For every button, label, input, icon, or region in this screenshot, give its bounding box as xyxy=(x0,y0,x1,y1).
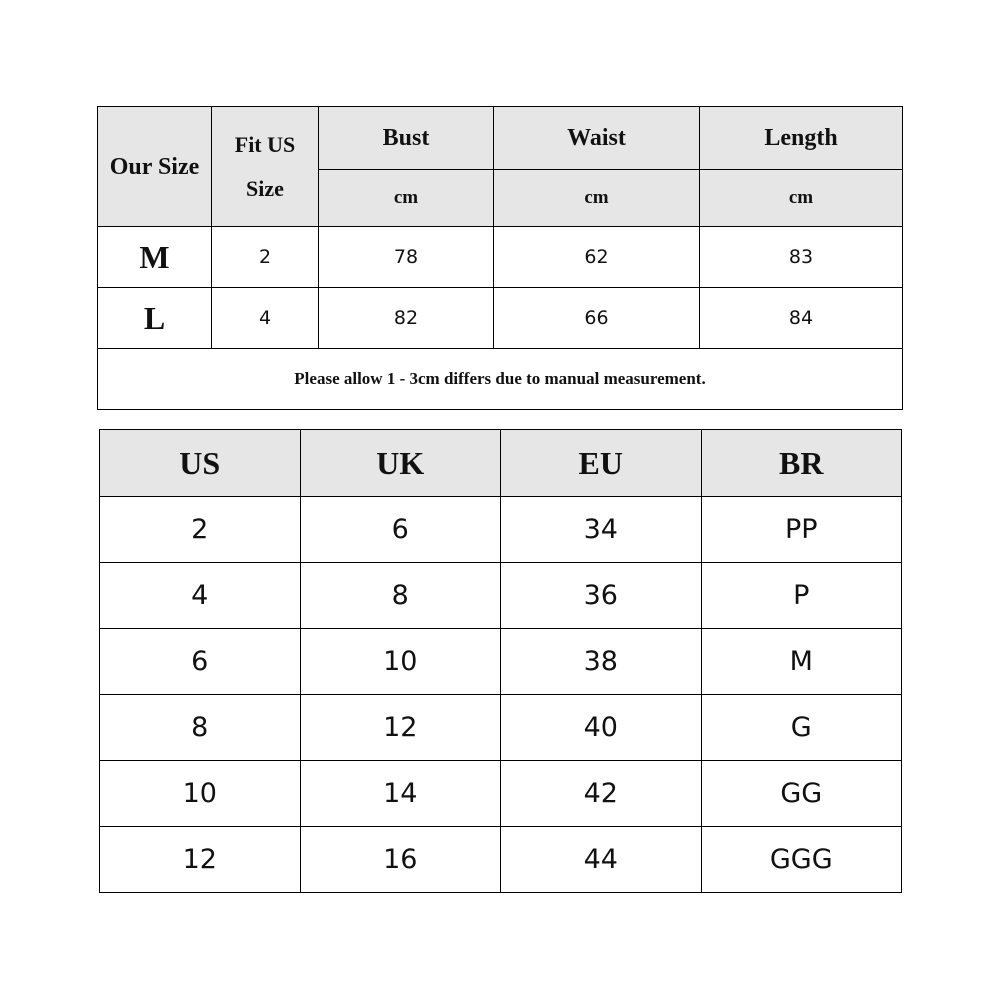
us-size: 10 xyxy=(100,761,301,827)
size-conversion-table xyxy=(99,429,902,893)
uk-size: 12 xyxy=(300,695,501,761)
table-row xyxy=(100,497,902,563)
eu-size: 44 xyxy=(501,827,702,893)
header-waist: Waist xyxy=(494,107,700,170)
table-row xyxy=(98,227,903,288)
br-size: PP xyxy=(701,497,902,563)
waist-value: 62 xyxy=(494,227,700,288)
waist-value: 66 xyxy=(494,288,700,349)
table-row xyxy=(100,695,902,761)
eu-size: 42 xyxy=(501,761,702,827)
uk-size: 8 xyxy=(300,563,501,629)
table-row xyxy=(100,827,902,893)
us-size: 8 xyxy=(100,695,301,761)
us-size: 2 xyxy=(100,497,301,563)
table-row xyxy=(98,288,903,349)
us-size: 12 xyxy=(100,827,301,893)
br-size: GG xyxy=(701,761,902,827)
bust-value: 78 xyxy=(319,227,494,288)
eu-size: 34 xyxy=(501,497,702,563)
br-size: M xyxy=(701,629,902,695)
table-row xyxy=(100,629,902,695)
br-size: GGG xyxy=(701,827,902,893)
length-value: 84 xyxy=(700,288,903,349)
header-uk: UK xyxy=(300,430,501,497)
header-bust: Bust xyxy=(319,107,494,170)
size-chart-table xyxy=(97,106,903,410)
eu-size: 36 xyxy=(501,563,702,629)
bust-value: 82 xyxy=(319,288,494,349)
header-our-size: Our Size xyxy=(98,107,212,227)
unit-bust: cm xyxy=(319,170,494,227)
eu-size: 38 xyxy=(501,629,702,695)
uk-size: 10 xyxy=(300,629,501,695)
unit-waist: cm xyxy=(494,170,700,227)
table-row xyxy=(100,563,902,629)
length-value: 83 xyxy=(700,227,903,288)
measurement-note: Please allow 1 - 3cm differs due to manual measurement. xyxy=(98,349,903,410)
fit-us-value: 2 xyxy=(212,227,319,288)
header-eu: EU xyxy=(501,430,702,497)
us-size: 6 xyxy=(100,629,301,695)
header-br: BR xyxy=(701,430,902,497)
size-label: L xyxy=(98,288,212,349)
size-label: M xyxy=(98,227,212,288)
br-size: P xyxy=(701,563,902,629)
us-size: 4 xyxy=(100,563,301,629)
unit-length: cm xyxy=(700,170,903,227)
fit-us-value: 4 xyxy=(212,288,319,349)
header-fit-us-line1: Fit US xyxy=(234,131,296,157)
table-row xyxy=(100,761,902,827)
eu-size: 40 xyxy=(501,695,702,761)
header-fit-us-size xyxy=(212,107,319,227)
uk-size: 16 xyxy=(300,827,501,893)
header-length: Length xyxy=(700,107,903,170)
uk-size: 6 xyxy=(300,497,501,563)
header-fit-us-line2: Size xyxy=(246,175,284,201)
br-size: G xyxy=(701,695,902,761)
header-us: US xyxy=(100,430,301,497)
uk-size: 14 xyxy=(300,761,501,827)
